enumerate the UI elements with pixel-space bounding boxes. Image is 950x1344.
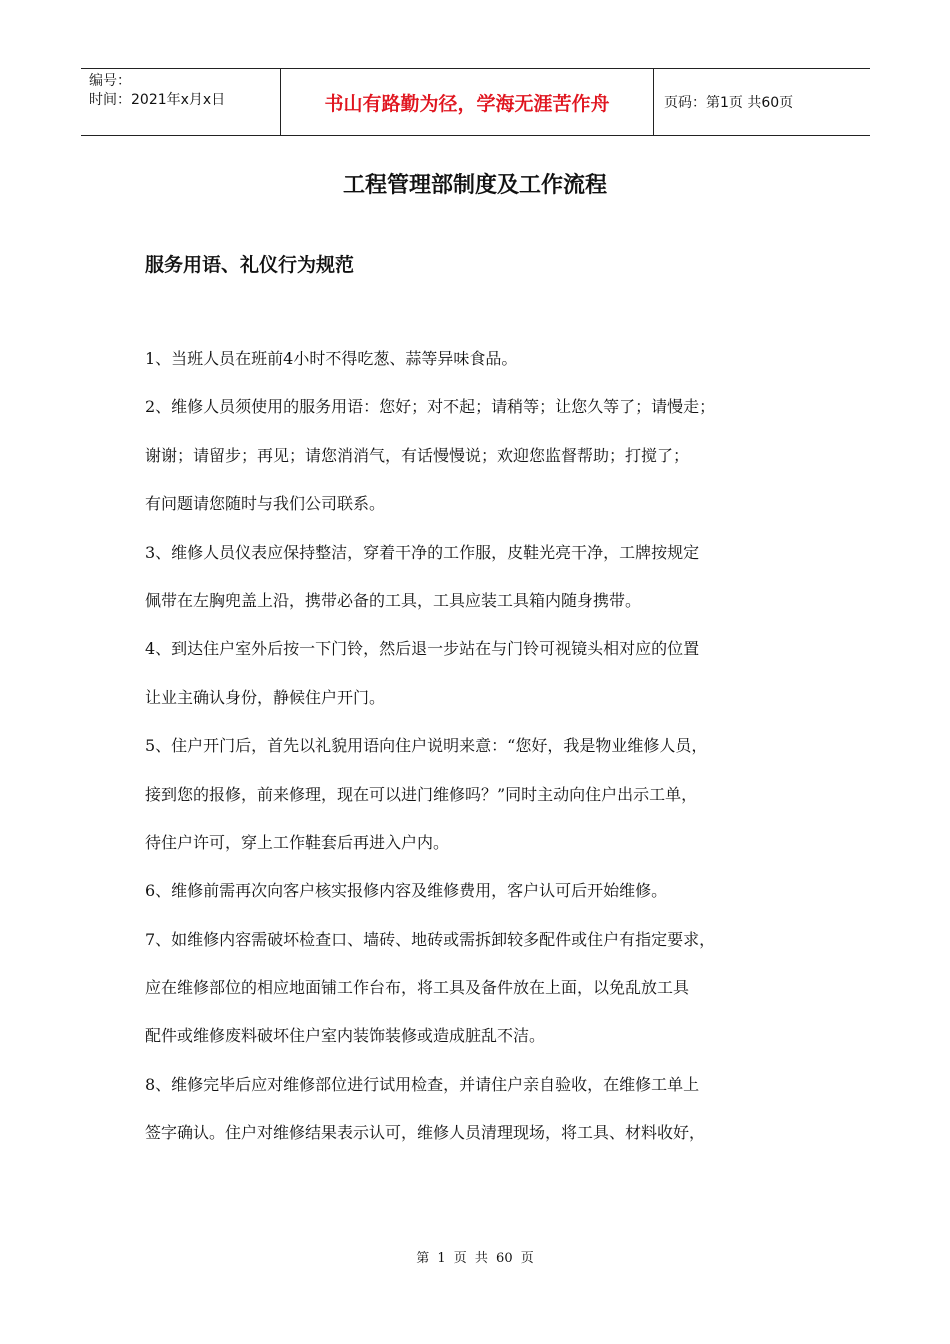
body-text-line: 1、当班人员在班前4小时不得吃葱、蒜等异味食品。	[145, 349, 518, 368]
page-footer: 第 1 页 共 60 页	[416, 1251, 534, 1266]
section-title: 服务用语、礼仪行为规范	[145, 254, 355, 276]
body-text-line: 6、维修前需再次向客户核实报修内容及维修费用，客户认可后开始维修。	[145, 881, 668, 901]
body-text-line: 配件或维修废料破坏住户室内装饰装修或造成脏乱不洁。	[145, 1026, 546, 1046]
header-number-label: 编号：	[89, 73, 131, 89]
body-text-line: 5、住户开门后，首先以礼貌用语向住户说明来意：“您好，我是物业维修人员，	[145, 736, 708, 756]
body-text-line: 接到您的报修，前来修理，现在可以进门维修吗？”同时主动向住户出示工单，	[145, 784, 698, 804]
document-title: 工程管理部制度及工作流程	[342, 173, 607, 198]
body-text-line: 佩带在左胸兜盖上沿，携带必备的工具，工具应装工具箱内随身携带。	[145, 590, 642, 610]
body-text-line: 8、维修完毕后应对维修部位进行试用检查，并请住户亲自验收，在维修工单上	[145, 1074, 700, 1094]
header-slogan: 书山有路勤为径，学海无涯苦作舟	[281, 69, 654, 135]
body-text-line: 让业主确认身份，静候住户开门。	[145, 687, 386, 707]
page-header	[81, 68, 870, 136]
header-meta	[81, 69, 281, 135]
body-text-line: 谢谢；请留步；再见；请您消消气，有话慢慢说；欢迎您监督帮助；打搅了；	[145, 445, 690, 465]
body-text-line: 签字确认。住户对维修结果表示认可，维修人员清理现场，将工具、材料收好，	[145, 1123, 706, 1143]
body-text-line: 7、如维修内容需破坏检查口、墙砖、地砖或需拆卸较多配件或住户有指定要求，	[145, 929, 716, 949]
header-page-info: 页码：第1页 共60页	[664, 95, 794, 111]
body-text-line: 3、维修人员仪表应保持整洁，穿着干净的工作服，皮鞋光亮干净，工牌按规定	[145, 542, 700, 562]
body-text-line: 有问题请您随时与我们公司联系。	[145, 494, 386, 514]
document-body	[145, 344, 825, 1167]
body-text-line: 4、到达住户室外后按一下门铃，然后退一步站在与门铃可视镜头相对应的位置	[145, 639, 700, 659]
body-text-line: 待住户许可，穿上工作鞋套后再进入户内。	[145, 832, 450, 852]
body-text-line: 应在维修部位的相应地面铺工作台布，将工具及备件放在上面，以免乱放工具	[145, 978, 690, 998]
header-date-label: 时间：2021年x月x日	[89, 92, 226, 108]
body-text-line: 2、维修人员须使用的服务用语：您好；对不起；请稍等；让您久等了；请慢走；	[145, 397, 716, 417]
